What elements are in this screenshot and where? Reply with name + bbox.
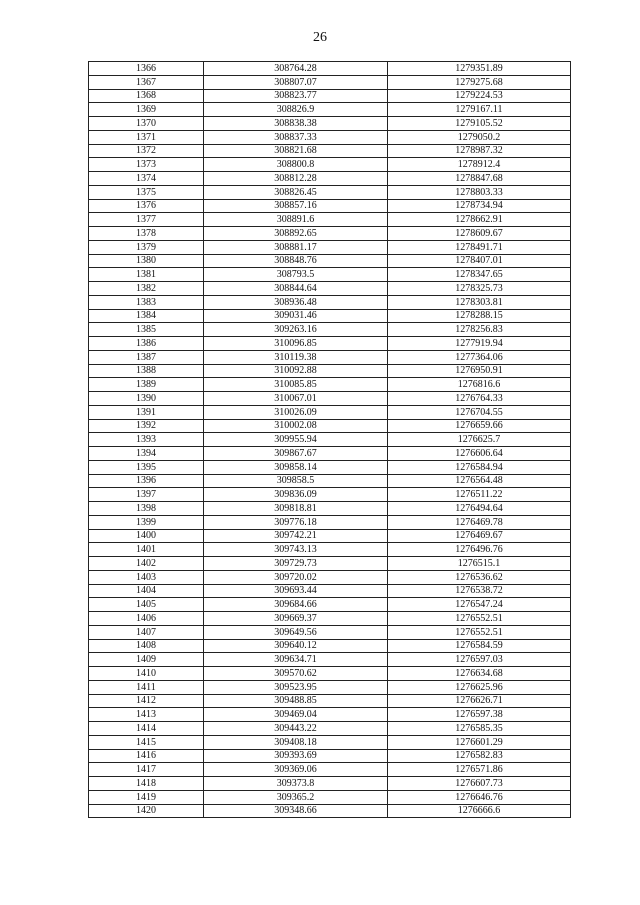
y-coordinate-cell: 1276585.35 <box>388 722 571 736</box>
point-number-cell: 1406 <box>89 612 204 626</box>
point-number-cell: 1393 <box>89 433 204 447</box>
x-coordinate-cell: 308800.8 <box>204 158 388 172</box>
x-coordinate-cell: 309867.67 <box>204 447 388 461</box>
point-number-cell: 1370 <box>89 117 204 131</box>
y-coordinate-cell: 1276666.6 <box>388 804 571 818</box>
y-coordinate-cell: 1279050.2 <box>388 130 571 144</box>
x-coordinate-cell: 308807.07 <box>204 75 388 89</box>
y-coordinate-cell: 1276646.76 <box>388 790 571 804</box>
point-number-cell: 1394 <box>89 447 204 461</box>
point-number-cell: 1380 <box>89 254 204 268</box>
y-coordinate-cell: 1278803.33 <box>388 185 571 199</box>
table-row <box>89 790 571 804</box>
y-coordinate-cell: 1276536.62 <box>388 570 571 584</box>
x-coordinate-cell: 310092.88 <box>204 364 388 378</box>
x-coordinate-cell: 309373.8 <box>204 777 388 791</box>
x-coordinate-cell: 309408.18 <box>204 735 388 749</box>
y-coordinate-cell: 1278325.73 <box>388 282 571 296</box>
x-coordinate-cell: 309955.94 <box>204 433 388 447</box>
table-row <box>89 570 571 584</box>
table-row <box>89 763 571 777</box>
table-row <box>89 158 571 172</box>
x-coordinate-cell: 310096.85 <box>204 337 388 351</box>
point-number-cell: 1402 <box>89 557 204 571</box>
point-number-cell: 1412 <box>89 694 204 708</box>
x-coordinate-cell: 309649.56 <box>204 625 388 639</box>
x-coordinate-cell: 308936.48 <box>204 295 388 309</box>
table-row <box>89 625 571 639</box>
x-coordinate-cell: 308837.33 <box>204 130 388 144</box>
table-row <box>89 185 571 199</box>
table-row <box>89 543 571 557</box>
point-number-cell: 1384 <box>89 309 204 323</box>
y-coordinate-cell: 1276606.64 <box>388 447 571 461</box>
x-coordinate-cell: 308891.6 <box>204 213 388 227</box>
y-coordinate-cell: 1276607.73 <box>388 777 571 791</box>
table-row <box>89 708 571 722</box>
point-number-cell: 1387 <box>89 350 204 364</box>
table-row <box>89 254 571 268</box>
point-number-cell: 1404 <box>89 584 204 598</box>
x-coordinate-cell: 308764.28 <box>204 62 388 76</box>
y-coordinate-cell: 1279167.11 <box>388 103 571 117</box>
y-coordinate-cell: 1276571.86 <box>388 763 571 777</box>
point-number-cell: 1383 <box>89 295 204 309</box>
x-coordinate-cell: 309348.66 <box>204 804 388 818</box>
table-row <box>89 502 571 516</box>
y-coordinate-cell: 1276704.55 <box>388 405 571 419</box>
y-coordinate-cell: 1276538.72 <box>388 584 571 598</box>
point-number-cell: 1369 <box>89 103 204 117</box>
y-coordinate-cell: 1276511.22 <box>388 488 571 502</box>
y-coordinate-cell: 1276597.03 <box>388 653 571 667</box>
y-coordinate-cell: 1278491.71 <box>388 240 571 254</box>
table-row <box>89 433 571 447</box>
point-number-cell: 1367 <box>89 75 204 89</box>
y-coordinate-cell: 1276625.7 <box>388 433 571 447</box>
point-number-cell: 1372 <box>89 144 204 158</box>
y-coordinate-cell: 1276547.24 <box>388 598 571 612</box>
table-row <box>89 130 571 144</box>
x-coordinate-cell: 310085.85 <box>204 378 388 392</box>
y-coordinate-cell: 1278734.94 <box>388 199 571 213</box>
y-coordinate-cell: 1276764.33 <box>388 392 571 406</box>
table-row <box>89 722 571 736</box>
y-coordinate-cell: 1276659.66 <box>388 419 571 433</box>
x-coordinate-cell: 309836.09 <box>204 488 388 502</box>
y-coordinate-cell: 1278609.67 <box>388 227 571 241</box>
x-coordinate-cell: 309684.66 <box>204 598 388 612</box>
y-coordinate-cell: 1278912.4 <box>388 158 571 172</box>
table-row <box>89 584 571 598</box>
x-coordinate-cell: 309469.04 <box>204 708 388 722</box>
table-row <box>89 694 571 708</box>
point-number-cell: 1389 <box>89 378 204 392</box>
y-coordinate-cell: 1276496.76 <box>388 543 571 557</box>
x-coordinate-cell: 309858.14 <box>204 460 388 474</box>
point-number-cell: 1418 <box>89 777 204 791</box>
x-coordinate-cell: 309393.69 <box>204 749 388 763</box>
x-coordinate-cell: 309640.12 <box>204 639 388 653</box>
point-number-cell: 1411 <box>89 680 204 694</box>
table-row <box>89 612 571 626</box>
coordinates-table <box>88 61 571 818</box>
y-coordinate-cell: 1279275.68 <box>388 75 571 89</box>
y-coordinate-cell: 1277364.06 <box>388 350 571 364</box>
y-coordinate-cell: 1279351.89 <box>388 62 571 76</box>
table-row <box>89 392 571 406</box>
x-coordinate-cell: 309523.95 <box>204 680 388 694</box>
table-row <box>89 488 571 502</box>
point-number-cell: 1399 <box>89 515 204 529</box>
point-number-cell: 1381 <box>89 268 204 282</box>
x-coordinate-cell: 309365.2 <box>204 790 388 804</box>
table-row <box>89 103 571 117</box>
point-number-cell: 1377 <box>89 213 204 227</box>
point-number-cell: 1385 <box>89 323 204 337</box>
point-number-cell: 1401 <box>89 543 204 557</box>
table-row <box>89 268 571 282</box>
table-row <box>89 639 571 653</box>
table-row <box>89 474 571 488</box>
table-row <box>89 172 571 186</box>
x-coordinate-cell: 309858.5 <box>204 474 388 488</box>
table-row <box>89 777 571 791</box>
table-row <box>89 240 571 254</box>
y-coordinate-cell: 1276625.96 <box>388 680 571 694</box>
table-row <box>89 337 571 351</box>
coordinates-table-body <box>89 62 571 818</box>
table-row <box>89 598 571 612</box>
point-number-cell: 1379 <box>89 240 204 254</box>
table-row <box>89 515 571 529</box>
y-coordinate-cell: 1276634.68 <box>388 667 571 681</box>
table-row <box>89 227 571 241</box>
x-coordinate-cell: 309742.21 <box>204 529 388 543</box>
table-row <box>89 447 571 461</box>
table-row <box>89 199 571 213</box>
y-coordinate-cell: 1278288.15 <box>388 309 571 323</box>
x-coordinate-cell: 309669.37 <box>204 612 388 626</box>
y-coordinate-cell: 1279105.52 <box>388 117 571 131</box>
table-row <box>89 75 571 89</box>
point-number-cell: 1409 <box>89 653 204 667</box>
x-coordinate-cell: 308892.65 <box>204 227 388 241</box>
y-coordinate-cell: 1276564.48 <box>388 474 571 488</box>
y-coordinate-cell: 1276601.29 <box>388 735 571 749</box>
table-row <box>89 460 571 474</box>
point-number-cell: 1407 <box>89 625 204 639</box>
table-row <box>89 282 571 296</box>
table-row <box>89 295 571 309</box>
point-number-cell: 1392 <box>89 419 204 433</box>
x-coordinate-cell: 308844.64 <box>204 282 388 296</box>
y-coordinate-cell: 1276816.6 <box>388 378 571 392</box>
y-coordinate-cell: 1279224.53 <box>388 89 571 103</box>
point-number-cell: 1386 <box>89 337 204 351</box>
y-coordinate-cell: 1278662.91 <box>388 213 571 227</box>
x-coordinate-cell: 309720.02 <box>204 570 388 584</box>
x-coordinate-cell: 308881.17 <box>204 240 388 254</box>
x-coordinate-cell: 310026.09 <box>204 405 388 419</box>
point-number-cell: 1388 <box>89 364 204 378</box>
point-number-cell: 1382 <box>89 282 204 296</box>
x-coordinate-cell: 308821.68 <box>204 144 388 158</box>
x-coordinate-cell: 309488.85 <box>204 694 388 708</box>
table-row <box>89 89 571 103</box>
x-coordinate-cell: 309693.44 <box>204 584 388 598</box>
y-coordinate-cell: 1276626.71 <box>388 694 571 708</box>
x-coordinate-cell: 308838.38 <box>204 117 388 131</box>
point-number-cell: 1403 <box>89 570 204 584</box>
table-row <box>89 557 571 571</box>
y-coordinate-cell: 1276597.38 <box>388 708 571 722</box>
y-coordinate-cell: 1278256.83 <box>388 323 571 337</box>
point-number-cell: 1420 <box>89 804 204 818</box>
y-coordinate-cell: 1276494.64 <box>388 502 571 516</box>
point-number-cell: 1397 <box>89 488 204 502</box>
point-number-cell: 1375 <box>89 185 204 199</box>
point-number-cell: 1408 <box>89 639 204 653</box>
x-coordinate-cell: 309743.13 <box>204 543 388 557</box>
table-row <box>89 213 571 227</box>
point-number-cell: 1417 <box>89 763 204 777</box>
y-coordinate-cell: 1276582.83 <box>388 749 571 763</box>
y-coordinate-cell: 1276515.1 <box>388 557 571 571</box>
y-coordinate-cell: 1276469.67 <box>388 529 571 543</box>
point-number-cell: 1390 <box>89 392 204 406</box>
point-number-cell: 1395 <box>89 460 204 474</box>
table-row <box>89 680 571 694</box>
table-row <box>89 804 571 818</box>
y-coordinate-cell: 1278847.68 <box>388 172 571 186</box>
x-coordinate-cell: 310067.01 <box>204 392 388 406</box>
point-number-cell: 1366 <box>89 62 204 76</box>
table-row <box>89 378 571 392</box>
y-coordinate-cell: 1276584.94 <box>388 460 571 474</box>
table-row <box>89 653 571 667</box>
point-number-cell: 1391 <box>89 405 204 419</box>
table-row <box>89 405 571 419</box>
point-number-cell: 1414 <box>89 722 204 736</box>
x-coordinate-cell: 308826.9 <box>204 103 388 117</box>
point-number-cell: 1410 <box>89 667 204 681</box>
y-coordinate-cell: 1276552.51 <box>388 612 571 626</box>
table-row <box>89 323 571 337</box>
point-number-cell: 1413 <box>89 708 204 722</box>
table-row <box>89 350 571 364</box>
point-number-cell: 1400 <box>89 529 204 543</box>
x-coordinate-cell: 309729.73 <box>204 557 388 571</box>
x-coordinate-cell: 309570.62 <box>204 667 388 681</box>
point-number-cell: 1396 <box>89 474 204 488</box>
x-coordinate-cell: 309776.18 <box>204 515 388 529</box>
point-number-cell: 1416 <box>89 749 204 763</box>
point-number-cell: 1368 <box>89 89 204 103</box>
table-row <box>89 309 571 323</box>
x-coordinate-cell: 308823.77 <box>204 89 388 103</box>
table-row <box>89 667 571 681</box>
table-row <box>89 364 571 378</box>
x-coordinate-cell: 309443.22 <box>204 722 388 736</box>
x-coordinate-cell: 309634.71 <box>204 653 388 667</box>
x-coordinate-cell: 308857.16 <box>204 199 388 213</box>
y-coordinate-cell: 1278347.65 <box>388 268 571 282</box>
table-row <box>89 419 571 433</box>
y-coordinate-cell: 1276950.91 <box>388 364 571 378</box>
table-row <box>89 62 571 76</box>
point-number-cell: 1374 <box>89 172 204 186</box>
y-coordinate-cell: 1276469.78 <box>388 515 571 529</box>
y-coordinate-cell: 1278407.01 <box>388 254 571 268</box>
point-number-cell: 1373 <box>89 158 204 172</box>
x-coordinate-cell: 310002.08 <box>204 419 388 433</box>
x-coordinate-cell: 309818.81 <box>204 502 388 516</box>
point-number-cell: 1371 <box>89 130 204 144</box>
x-coordinate-cell: 308848.76 <box>204 254 388 268</box>
table-row <box>89 144 571 158</box>
x-coordinate-cell: 309031.46 <box>204 309 388 323</box>
point-number-cell: 1376 <box>89 199 204 213</box>
x-coordinate-cell: 308793.5 <box>204 268 388 282</box>
x-coordinate-cell: 309369.06 <box>204 763 388 777</box>
table-row <box>89 735 571 749</box>
x-coordinate-cell: 308812.28 <box>204 172 388 186</box>
point-number-cell: 1398 <box>89 502 204 516</box>
table-row <box>89 117 571 131</box>
x-coordinate-cell: 309263.16 <box>204 323 388 337</box>
page-number: 26 <box>313 30 327 45</box>
y-coordinate-cell: 1276552.51 <box>388 625 571 639</box>
x-coordinate-cell: 308826.45 <box>204 185 388 199</box>
point-number-cell: 1378 <box>89 227 204 241</box>
y-coordinate-cell: 1278987.32 <box>388 144 571 158</box>
y-coordinate-cell: 1276584.59 <box>388 639 571 653</box>
point-number-cell: 1415 <box>89 735 204 749</box>
table-row <box>89 529 571 543</box>
y-coordinate-cell: 1278303.81 <box>388 295 571 309</box>
point-number-cell: 1419 <box>89 790 204 804</box>
point-number-cell: 1405 <box>89 598 204 612</box>
table-row <box>89 749 571 763</box>
y-coordinate-cell: 1277919.94 <box>388 337 571 351</box>
x-coordinate-cell: 310119.38 <box>204 350 388 364</box>
